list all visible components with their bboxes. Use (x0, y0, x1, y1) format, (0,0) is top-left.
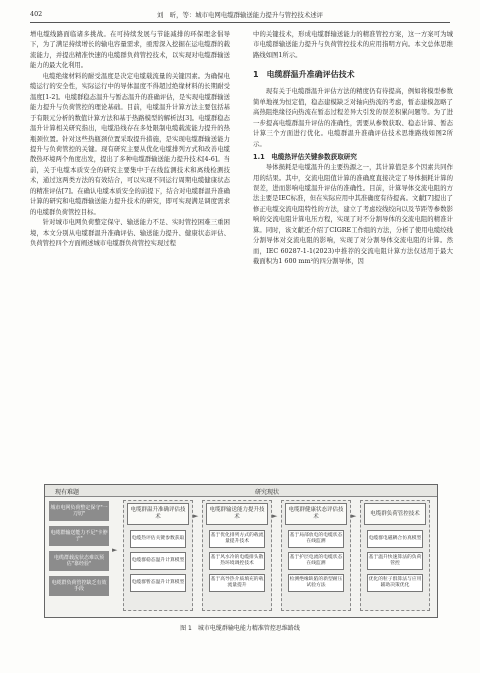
tech-item: 电缆群暂态温升计算模型 (130, 574, 186, 592)
problem-box: 电缆群负荷管控缺乏有效手段 (49, 576, 109, 596)
figure-1-roadmap (44, 484, 438, 618)
tech-item: 基于优化排列方式的载流量提升技术 (209, 530, 265, 548)
tech-item: 基于温升快速算法的负荷管控 (367, 552, 423, 570)
left-column (30, 30, 230, 250)
body-paragraph: 中的关键技术，形成电缆群输送能力的精准管控方案，这一方案可为城市电缆群输送能力提升与负荷管控技术的应用指明方向。本文总体思维路线如图1所示。 (253, 31, 453, 59)
tech-header: 电缆群负荷管控技术 (364, 503, 426, 525)
problem-box: 电缆群输送能力不足"卡脖子" (49, 526, 109, 546)
figure-caption: 图 1 城市电缆群输电能力精准管控思维路线 (180, 625, 300, 632)
body-paragraph: 现有关于电缆群温升评估方法的精度仍有待提高，例如将模型参数简单地视为恒定值，稳态建模缺乏对轴向热流的考虑，暂态建模忽略了高热阻绝缘径向热流在暂态过程差异大引发的误差积累问题等。为了进一步提高电缆群温升评估的准确性，需要从参数获取、稳态计算、暂态计算三个方面进行优化。电缆群温升准确评估技术思维路线如图2所示。 (253, 88, 453, 148)
arrow-icon: ► (351, 512, 357, 520)
tech-item: 基于高导热介质填充的载流量提升 (209, 574, 265, 592)
tech-item: 电缆群稳态温升计算模型 (130, 552, 186, 570)
tech-column (202, 500, 272, 611)
arrow-icon: ► (272, 512, 278, 520)
tech-header: 电缆群温升准确评估技术 (127, 503, 189, 525)
running-header (30, 8, 450, 23)
tech-header: 电缆群输送能力提升技术 (206, 503, 268, 525)
tech-item: 基于风水冷的电缆排头散热环境调控技术 (209, 552, 265, 570)
problem-label: 现有难题 (55, 488, 80, 496)
body-paragraph: 针对城市电网负荷整定保守、输送能力不足、实时管控困难三重困境，本文分别从电缆群温升准确评估、输送能力提升、健康状态评估、负荷管控四个方面阐述城市电缆群负荷管控实现过程 (30, 219, 230, 248)
tech-item: 基于局部放电的电缆状态在线监测 (288, 530, 344, 548)
tech-item: 电缆群电磁耦合仿真模型 (367, 530, 423, 548)
section-heading: 1 电缆群温升准确评估技术 (253, 70, 355, 80)
body-paragraph: 增电缆线路面临诸多挑战。在可持续发展与节能减排的环保理念倡导下，为了满足持续增长的输电容量需求，亟需深入挖掘在运电缆群的载流能力，并提出精准快速的电缆群负荷管控技术，以实现对电缆群输送能力的最大化利用。 (30, 31, 230, 70)
tech-column (360, 500, 430, 611)
tech-item: 电缆热评估关键参数获取 (130, 530, 186, 548)
right-column (253, 30, 453, 268)
tech-item: 检测绝缘缺陷的新型耐压试验方法 (288, 574, 344, 592)
tech-item: 优化的粒子群算法与应用辅助决策优化 (367, 574, 423, 592)
body-paragraph: 导体损耗是电缆温升的主要热源之一，其计算值是多个因素共同作用的结果。其中，交流电阻值计算的准确度直接决定了导体损耗计算的误差，进而影响电缆温升评估的准确性。目前，计算导体交流电阻的方法主要是IEC标准，但在实际应用中其准确度有待提高。文献[7]提出了修正电缆交流电阻特性的方法，建立了考虑绞线绞向以及节距等参数影响的交流电阻计算电压方程，实现了对不分割导体的交流电阻的精准计算。同时，该文献还介绍了CIGRE工作组的方法，分析了使用电缆绞线分割导体对交流电阻的影响，实现了对分割导体交流电阻的计算。然而，IEC 60287-1-1(2023)中推荐的交流电阻计算方法仅适用于最大截面积为1 600 mm²的四分割导体，因 (253, 164, 453, 266)
body-paragraph: 电缆绝缘材料的耐受温度是决定电缆载流量的关键因素。为确保电缆运行的安全性，实际运行中的导体温度不得超过绝缘材料的长期耐受温度[1-2]。电缆群稳态温升与暂态温升的准确评估，是实现电缆群输送能力提升与负荷管控的理论基础。目前，电缆温升计算方法主要包括基于有限元分析的数值计算方法和基于热路模型的解析法[3]。电缆群稳态温升计算相关研究指出，电缆沿线存在多处限制电缆载流能力提升的热瓶颈位置。针对这些热瓶颈位置采取提升措施，是实现电缆群输送能力提升与负荷管控的关键。现有研究主要从优化电缆排列方式和改善电缆散热环境两个角度出发，提出了多种电缆群输送能力提升技术[4-6]。当前，关于电缆本质安全的研究主要集中于在线监测技术和离线检测技术，通过这两类方法的有效结合，可以实现不同运行周期电缆健康状态的精准评估[7]。在确认电缆本质安全的前提下，结合对电缆群温升准确计算的研究和电缆群输送能力提升技术的研究，即可实现满足调度需求的电缆群负荷管控目标。 (30, 72, 230, 216)
tech-column (123, 500, 193, 611)
figure-header-bar (45, 485, 437, 497)
running-title: 刘 昕，等：城市电网电缆群输送能力提升与管控技术述评 (156, 11, 324, 19)
tech-header: 电缆群健康状态评估技术 (285, 503, 347, 525)
arrow-icon: ► (193, 512, 199, 520)
problem-box: 电缆群载流状态难以预估"靠经验" (49, 551, 109, 571)
research-label: 研究现状 (255, 488, 280, 496)
problem-box: 城市电网负荷整定保守"一刀切" (49, 501, 109, 521)
problem-column (49, 501, 109, 601)
tech-item: 基于护层电流的电缆状态在线监测 (288, 552, 344, 570)
page-number: 402 (30, 10, 43, 18)
tech-column (281, 500, 351, 611)
subsection-heading: 1.1 电缆热评估关键参数获取研究 (253, 153, 357, 162)
arrow-icon: ► (112, 546, 118, 554)
